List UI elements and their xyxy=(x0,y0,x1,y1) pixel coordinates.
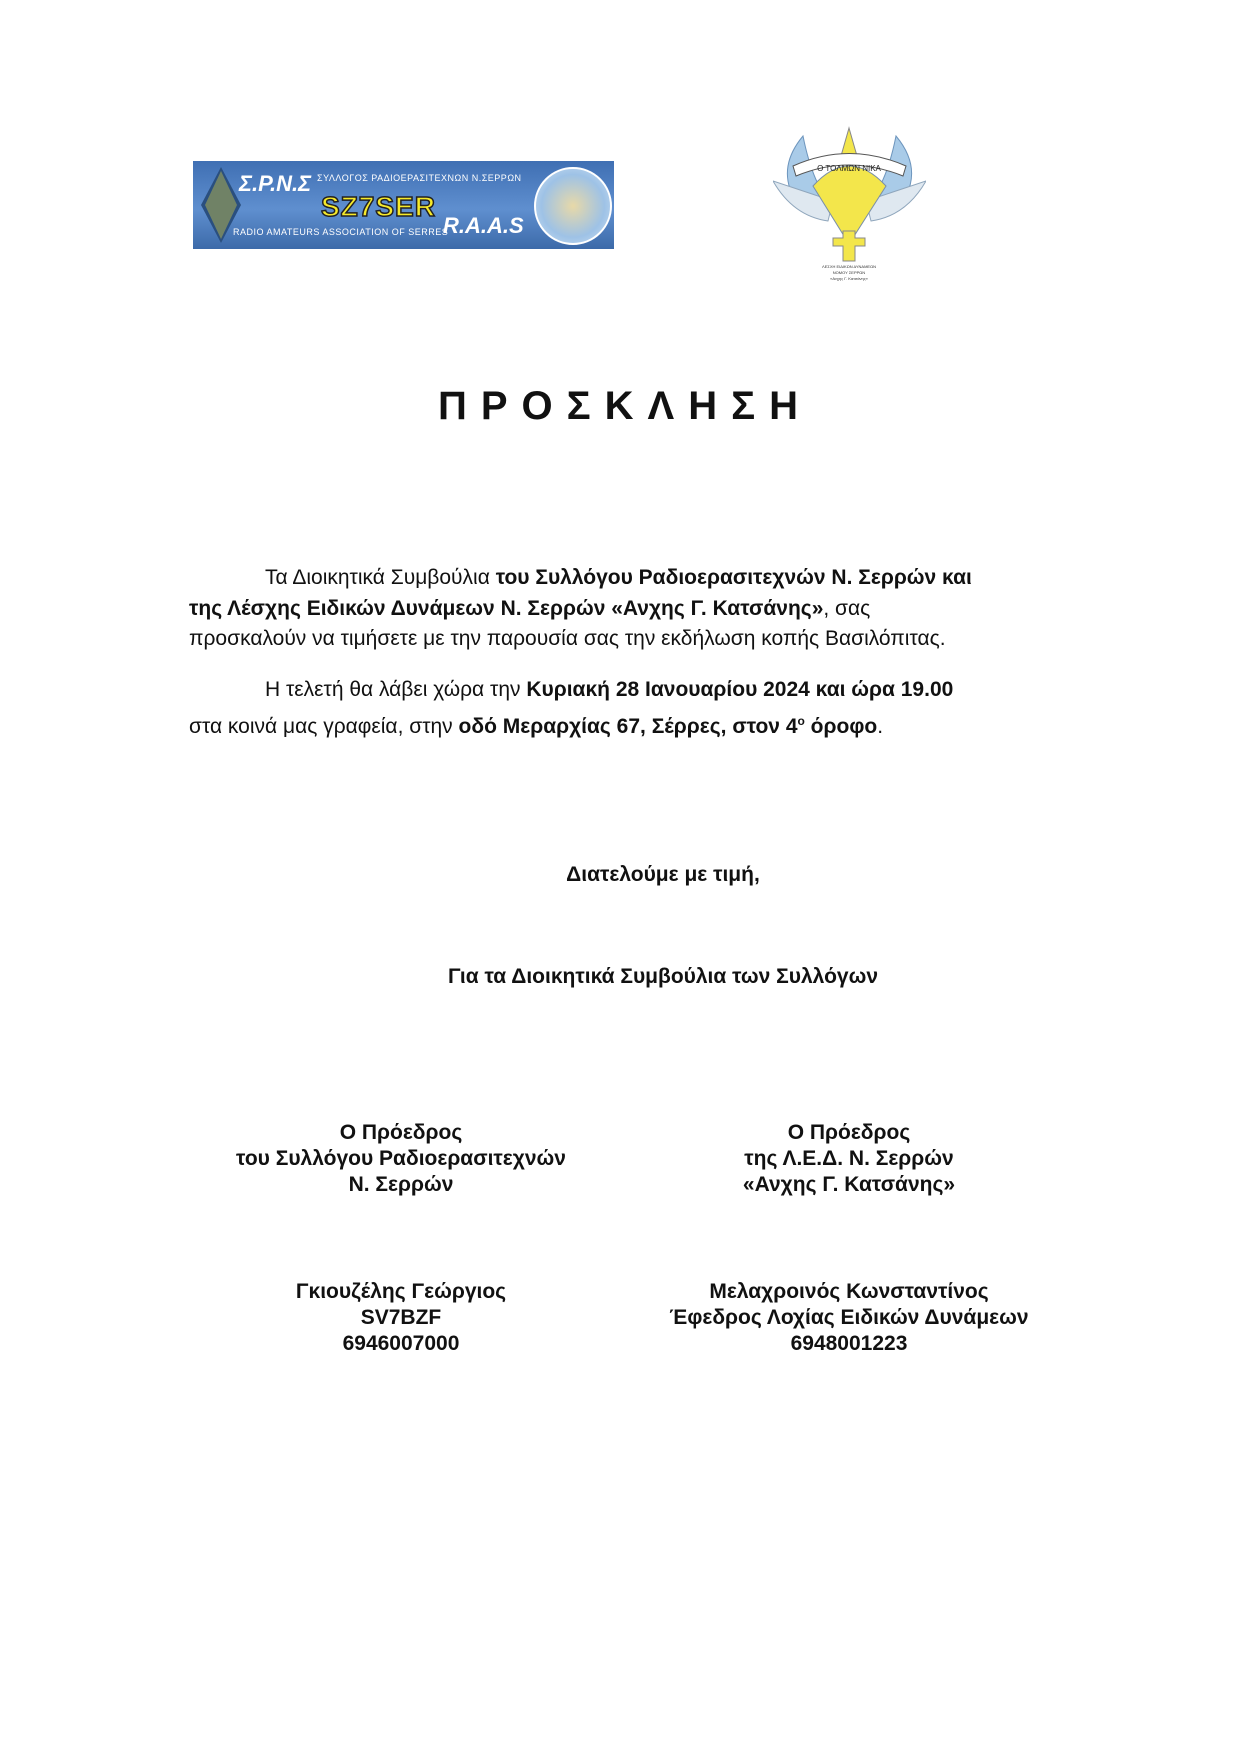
logo-association-gr: ΣΥΛΛΟΓΟΣ ΡΑΔΙΟΕΡΑΣΙΤΕΧΝΩΝ Ν.ΣΕΡΡΩΝ xyxy=(317,173,522,183)
on-behalf: Για τα Διοικητικά Συμβούλια των Συλλόγων xyxy=(447,965,879,988)
role: Ν. Σερρών xyxy=(348,1173,454,1196)
page-title: ΠΡΟΣΚΛΗΣΗ xyxy=(437,384,813,428)
text: προσκαλούν να τιμήσετε με την παρουσία σας την εκδήλωση κοπής Βασιλόπιτας. xyxy=(189,627,946,650)
signatory-phone: 6946007000 xyxy=(342,1332,460,1355)
logo-association-en: RADIO AMATEURS ASSOCIATION OF SERRES xyxy=(233,227,449,237)
superscript: ο xyxy=(797,713,805,728)
signatory-right xyxy=(569,1279,1129,1357)
signatory-phone: 6948001223 xyxy=(790,1332,908,1355)
svg-text:«Ανχης Γ. Κατσάνης»: «Ανχης Γ. Κατσάνης» xyxy=(830,276,868,281)
event-details-paragraph xyxy=(189,675,1049,742)
signatory-name: Μελαχροινός Κωνσταντίνος xyxy=(709,1280,989,1303)
text-bold: της Λέσχης Ειδικών Δυνάμεων Ν. Σερρών «Ανχης Γ. Κατσάνης» xyxy=(189,596,824,620)
closing: Διατελούμε με τιμή, xyxy=(566,863,760,886)
svg-text:ΛΕΣΧΗ ΕΙΔΙΚΩΝ ΔΥΝΑΜΕΩΝ: ΛΕΣΧΗ ΕΙΔΙΚΩΝ ΔΥΝΑΜΕΩΝ xyxy=(822,264,876,269)
svg-text:ΝΟΜΟΥ ΣΕΡΡΩΝ: ΝΟΜΟΥ ΣΕΡΡΩΝ xyxy=(832,270,866,275)
signatory-left-role xyxy=(151,1120,651,1198)
logo-abbr: Σ.Ρ.Ν.Σ xyxy=(239,171,312,196)
emblem-motto: Ο ΤΟΛΜΩΝ ΝΙΚΑ xyxy=(817,164,881,173)
text: , σας xyxy=(823,596,871,620)
signatory-rank: Έφεδρος Λοχίας Ειδικών Δυνάμεων xyxy=(669,1306,1029,1329)
signatory-callsign: SV7BZF xyxy=(360,1306,442,1329)
logo-callsign: SZ7SER xyxy=(321,191,436,222)
signatory-name: Γκιουζέλης Γεώργιος xyxy=(295,1280,507,1303)
special-forces-emblem xyxy=(773,126,926,282)
text: . xyxy=(877,714,884,738)
event-address: οδό Μεραρχίας 67, Σέρρες, στον 4 xyxy=(458,714,798,738)
role: της Λ.Ε.Δ. Ν. Σερρών xyxy=(744,1147,954,1170)
invitation-paragraph xyxy=(189,563,1049,655)
text-bold: του Συλλόγου Ραδιοερασιτεχνών Ν. Σερρών και xyxy=(495,566,972,589)
role: Ο Πρόεδρος xyxy=(339,1121,463,1144)
seal-icon xyxy=(534,167,612,245)
role: «Ανχης Γ. Κατσάνης» xyxy=(742,1173,956,1196)
role: Ο Πρόεδρος xyxy=(787,1121,911,1144)
text-bold: όροφο xyxy=(804,714,878,738)
role: του Συλλόγου Ραδιοερασιτεχνών xyxy=(236,1147,566,1170)
text: Η τελετή θα λάβει χώρα την xyxy=(265,678,527,701)
radio-amateurs-logo xyxy=(193,161,614,249)
text: Τα Διοικητικά Συμβούλια xyxy=(265,566,496,589)
text: στα κοινά μας γραφεία, στην xyxy=(189,714,459,738)
event-date: Κυριακή 28 Ιανουαρίου 2024 και ώρα 19.00 xyxy=(526,678,954,701)
logo-abbr-en: R.A.A.S xyxy=(443,213,524,238)
signatory-right-role xyxy=(599,1120,1099,1198)
